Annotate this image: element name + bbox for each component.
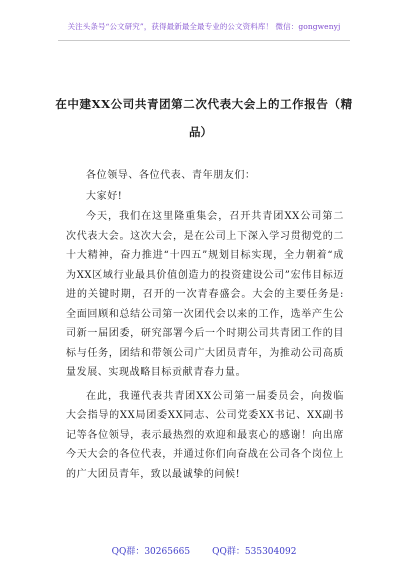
footer-contacts bbox=[0, 544, 408, 557]
document-title-line-2: 品） bbox=[189, 125, 212, 139]
document-title-line-1: 在中建XX公司共青团第二次代表大会上的工作报告（精 bbox=[55, 97, 353, 111]
document-body bbox=[66, 166, 344, 488]
header-promo-note: 关注头条号“公文研究”，获得最新最全最专业的公文资料库！ 微信：gongwenyj bbox=[67, 22, 341, 31]
greeting: 大家好! bbox=[86, 190, 123, 202]
header-divider bbox=[58, 40, 350, 41]
body-paragraph-1: 今天，我们在这里隆重集会，召开共青团XX公司第二次代表大会。这次大会，是在公司上下深入学习贯彻党的二十大精神，奋力推进“十四五”规划目标实现，全力朝着“成为XX区域行业最具价值创造力的投资建设公司”宏伟目标迈进的关键时期，召开的一次青春盛会。大会的主要任务是:全面回顾和总结公司第一次团代会以来的工作，选举产生公司新一届团委，研究部署今后一个时期公司共青团工作的目标与任务，团结和带领公司广大团员青年，为推动公司高质量发展、实现战略目标贡献青春力量。 bbox=[66, 211, 344, 378]
footer-qq-group-1: QQ群：30265665 bbox=[111, 547, 191, 557]
body-paragraph-2: 在此，我谨代表共青团XX公司第一届委员会，向拨临大会指导的XX局团委XX同志、公司党委XX书记、XX副书记等各位领导，表示最热烈的欢迎和最衷心的感谢！向出席今天大会的各位代表，并通过你们向奋战在公司各个岗位上的广大团员青年，致以最诚挚的问候! bbox=[66, 390, 344, 480]
footer-qq-group-2: QQ群：535304092 bbox=[212, 547, 297, 557]
salutation: 各位领导、各位代表、青年朋友们： bbox=[86, 170, 256, 181]
